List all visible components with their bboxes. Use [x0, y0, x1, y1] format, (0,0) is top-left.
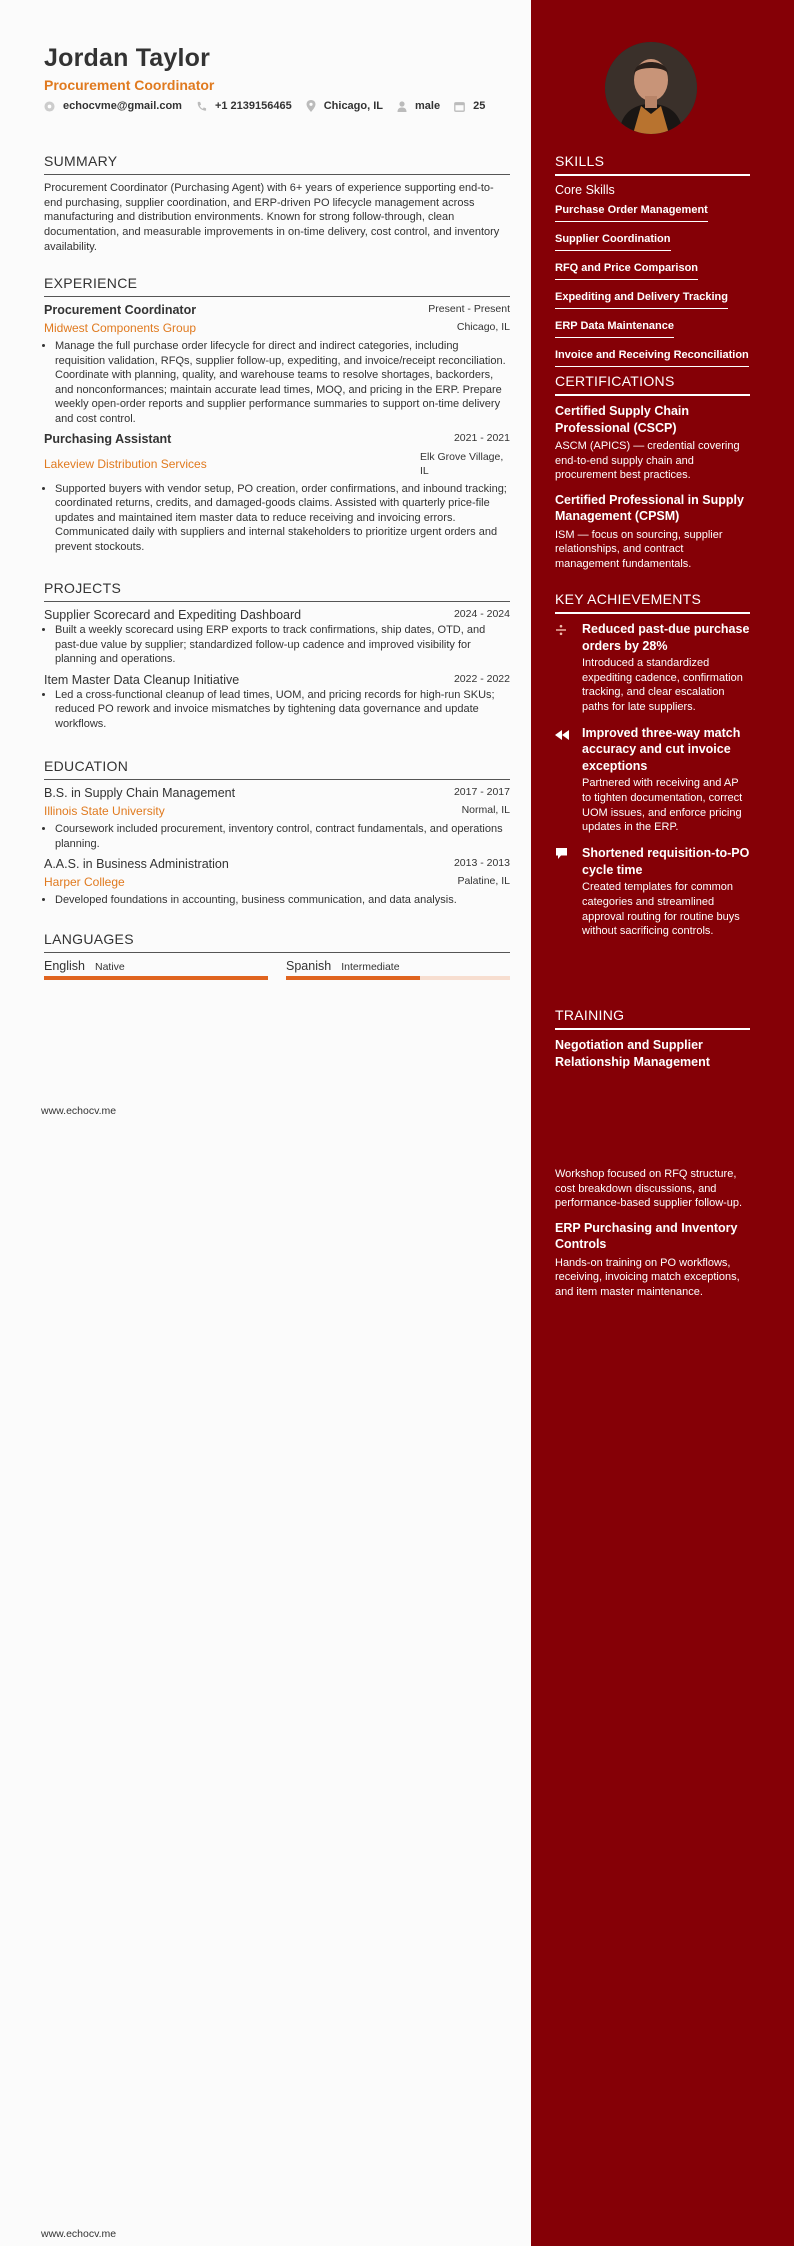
skill-group-title: Core Skills [555, 183, 615, 197]
contact-gender: male [397, 100, 440, 112]
proficiency-fill [44, 976, 268, 980]
certification-item [555, 492, 750, 572]
proficiency-bar [44, 976, 268, 980]
skill-item: Supplier Coordination [555, 233, 671, 251]
language-item [286, 959, 510, 980]
calendar-icon [454, 101, 465, 112]
role-title: Procurement Coordinator [44, 303, 197, 317]
role-title: Purchasing Assistant [44, 431, 172, 446]
education-section [44, 758, 510, 908]
section-heading: SUMMARY [44, 153, 510, 175]
bullet-item: • Supported buyers with vendor setup, PO creation, order confirmations, and inbound tracking; coordinated returns, credits, and damaged-goods claims. Assisted with quarterly price-file updates and maintained item master data to reduce receiving and invoicing errors. Communicated daily with suppliers and internal stakeholders to prioritize urgent orders and prevent stockouts. [55, 482, 510, 555]
rewind-icon [555, 730, 569, 740]
company-name: Midwest Components Group [44, 321, 197, 335]
bullet-item: • Developed foundations in accounting, business communication, and data analysis. [55, 893, 510, 908]
bullet-item: • Manage the full purchase order lifecycle for direct and indirect categories, including requisition validation, RFQs, supplier follow-up, expediting, and invoice/receipt reconciliation. Coordinate with planning, quality, and warehouse teams to resolve shortages, backorders, and nonconformances; maintain accurate lead times, MOQ, and pricing in the ERP. Prepare weekly open-order reports and supplier performance summaries to support on-time delivery and cost control. [55, 339, 510, 427]
skill-item: Invoice and Receiving Reconciliation [555, 349, 749, 367]
phone-icon [196, 101, 207, 112]
project-name: Item Master Data Cleanup Initiative [44, 672, 240, 687]
contact-bar [44, 99, 499, 113]
person-icon [397, 101, 407, 112]
language-level: Intermediate [341, 961, 400, 973]
project-item [44, 608, 510, 667]
summary-text: Procurement Coordinator (Purchasing Agent) with 6+ years of experience supporting end-to-end purchasing, supplier coordination, and ERP-driven PO lifecycle management across manufacturing and distribution environments. Known for strong follow-through, clean documentation, and measurable improvements in on-time delivery, cost control, and inventory availability. [44, 182, 500, 253]
training-continued [555, 1167, 750, 1309]
languages-section [44, 931, 510, 980]
bullet-list [44, 688, 510, 732]
location: Elk Grove Village, IL [420, 450, 504, 477]
achievement-item [555, 845, 750, 939]
achievement-desc: Partnered with receiving and AP to tighten documentation, correct UOM issues, and enforce pricing updates in the ERP. [582, 777, 743, 834]
achievement-title: Shortened requisition-to-PO cycle time [582, 846, 750, 877]
section-heading: SKILLS [555, 153, 750, 176]
footer-link[interactable]: www.echocv.me [41, 1105, 117, 1117]
section-heading: LANGUAGES [44, 931, 510, 953]
language-item [44, 959, 268, 980]
proficiency-fill [286, 976, 420, 980]
section-heading: EDUCATION [44, 758, 510, 780]
achievement-title: Improved three-way match accuracy and cut invoice exceptions [582, 725, 741, 773]
certification-title: Certified Supply Chain Professional (CSCP) [555, 404, 690, 435]
email-icon [44, 101, 55, 112]
bullet-item: • Coursework included procurement, inventory control, contract fundamentals, and operations planning. [55, 822, 510, 851]
section-heading: TRAINING [555, 1007, 750, 1030]
date-range: 2021 - 2021 [453, 431, 510, 444]
certification-title: Certified Professional in Supply Management (CPSM) [555, 492, 744, 524]
profile-photo [605, 42, 697, 134]
section-heading: PROJECTS [44, 580, 510, 602]
contact-location: Chicago, IL [306, 100, 383, 112]
certification-item [555, 403, 750, 483]
certification-desc: ISM — focus on sourcing, supplier relationships, and contract management fundamentals. [555, 528, 723, 570]
skill-item: ERP Data Maintenance [555, 320, 674, 338]
training-desc: Workshop focused on RFQ structure, cost breakdown discussions, and performance-based supplier follow-up. [555, 1168, 743, 1210]
skill-item: RFQ and Price Comparison [555, 262, 698, 280]
skills-section [555, 153, 750, 374]
certifications-section [555, 373, 750, 581]
achievement-item [555, 725, 750, 835]
projects-section [44, 580, 510, 732]
location: Normal, IL [461, 804, 510, 816]
education-item [44, 786, 510, 851]
project-name: Supplier Scorecard and Expediting Dashboard [44, 608, 302, 622]
location: Chicago, IL [456, 321, 510, 333]
contact-phone[interactable]: +1 2139156465 [196, 100, 292, 112]
date-range: 2013 - 2013 [453, 857, 510, 870]
language-level: Native [95, 961, 125, 973]
language-name: Spanish [286, 959, 332, 973]
achievement-desc: Introduced a standardized expediting cadence, confirmation tracking, and clear escalation paths for late suppliers. [582, 657, 743, 714]
bullet-item: • Led a cross-functional cleanup of lead times, UOM, and pricing records for high-run SKUs; reduced PO rework and invoice mismatches by tightening data governance and update workflows. [55, 688, 510, 732]
contact-age: 25 [454, 100, 485, 112]
section-heading: EXPERIENCE [44, 275, 510, 297]
location-pin-icon [306, 100, 316, 112]
speech-bubble-icon [555, 847, 568, 860]
achievement-item [555, 621, 750, 715]
summary-section [44, 153, 510, 255]
location: Palatine, IL [457, 875, 510, 888]
section-heading: KEY ACHIEVEMENTS [555, 591, 750, 614]
footer-link[interactable]: www.echocv.me [41, 2228, 117, 2240]
bullet-list [44, 893, 510, 908]
experience-section [44, 275, 510, 555]
company-name: Lakeview Distribution Services [44, 456, 207, 471]
achievements-section [555, 591, 750, 949]
candidate-name: Jordan Taylor [44, 44, 211, 72]
job-title: Procurement Coordinator [44, 77, 215, 93]
achievement-desc: Created templates for common categories and streamlined approval routing for routine buys without sacrificing controls. [582, 881, 740, 938]
training-title: ERP Purchasing and Inventory Controls [555, 1220, 738, 1252]
skill-item: Purchase Order Management [555, 204, 708, 222]
bullet-list [44, 339, 510, 427]
date-range: 2017 - 2017 [453, 786, 510, 798]
degree: A.A.S. in Business Administration [44, 857, 229, 872]
date-range: Present - Present [428, 303, 510, 315]
bullet-list [44, 623, 510, 667]
experience-item [44, 303, 510, 427]
divide-icon [555, 624, 567, 636]
project-item [44, 673, 510, 732]
training-section [555, 1007, 750, 1070]
training-title: Negotiation and Supplier Relationship Management [555, 1038, 710, 1069]
bullet-list [44, 822, 510, 851]
certification-desc: ASCM (APICS) — credential covering end-to-end supply chain and procurement best practices. [555, 440, 740, 482]
proficiency-bar [286, 976, 510, 980]
bullet-list [44, 482, 510, 555]
school-name: Harper College [44, 875, 125, 890]
bullet-item: • Built a weekly scorecard using ERP exports to track confirmations, ship dates, OTD, and past-due value by supplier; standardized follow-up cadence and improved visibility for planning and operations. [55, 623, 510, 667]
education-item [44, 857, 510, 908]
language-name: English [44, 959, 85, 973]
date-range: 2022 - 2022 [453, 672, 510, 685]
school-name: Illinois State University [44, 804, 165, 818]
contact-email[interactable]: echocvme@gmail.com [44, 100, 182, 112]
achievement-title: Reduced past-due purchase orders by 28% [582, 622, 750, 653]
experience-item [44, 432, 510, 555]
date-range: 2024 - 2024 [453, 608, 510, 620]
skill-item: Expediting and Delivery Tracking [555, 291, 728, 309]
training-desc: Hands-on training on PO workflows, receiving, invoicing match exceptions, and item master maintenance. [555, 1256, 740, 1298]
degree: B.S. in Supply Chain Management [44, 786, 236, 800]
section-heading: CERTIFICATIONS [555, 373, 750, 396]
